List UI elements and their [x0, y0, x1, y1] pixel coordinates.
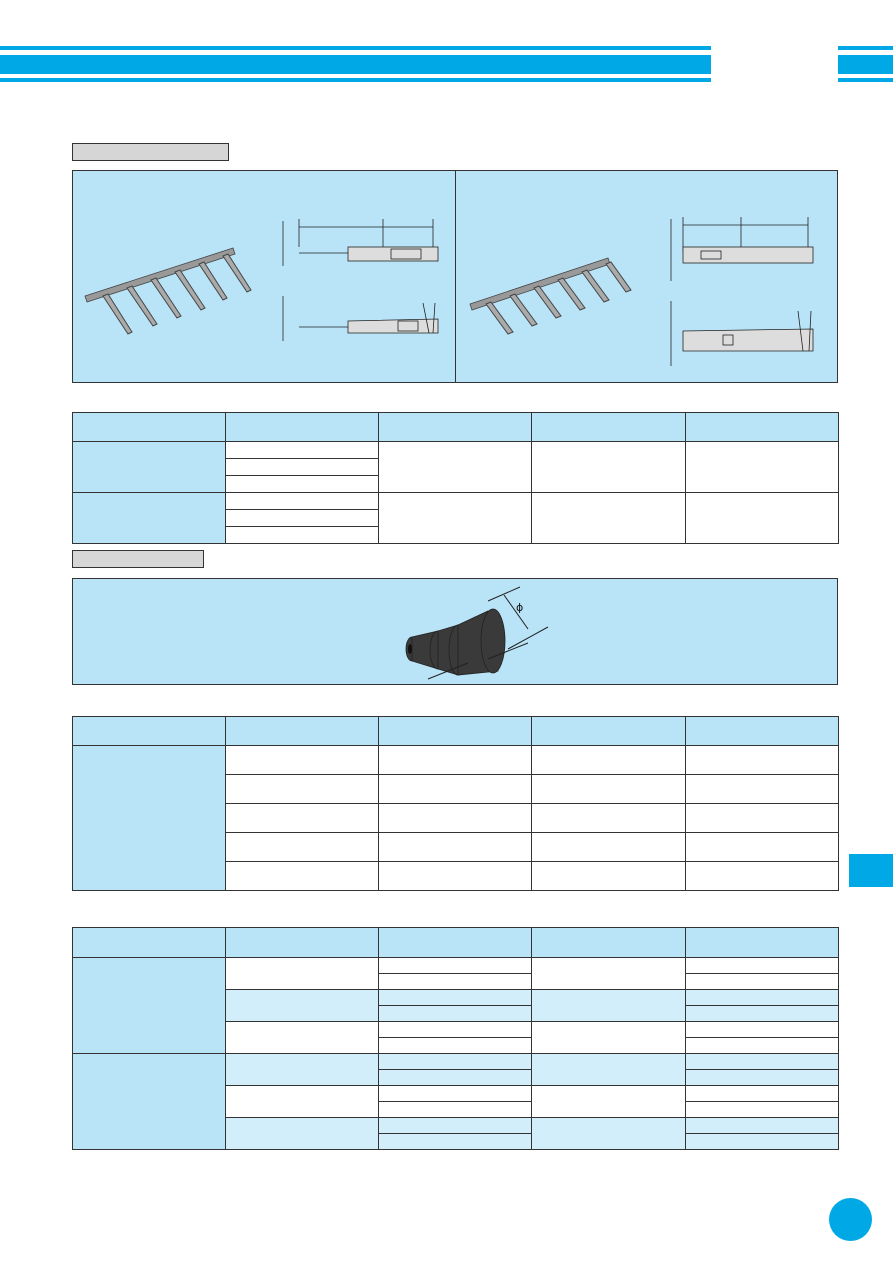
- table-header-cell: [73, 928, 226, 958]
- table-cell: [532, 775, 686, 804]
- table-cell: [226, 862, 379, 891]
- table-cell: [379, 1134, 532, 1150]
- table-cell: [686, 493, 839, 544]
- section-tab-marker: [849, 854, 893, 887]
- table-cell: [686, 862, 839, 891]
- table-cell: [686, 1070, 839, 1086]
- page-number-circle: [829, 1198, 872, 1241]
- table-header-cell: [226, 413, 379, 442]
- table-cell: [226, 476, 379, 493]
- table-cell: [532, 958, 686, 990]
- table-cell: [379, 1070, 532, 1086]
- seal-illustration-panel: [72, 578, 838, 685]
- table-cell: [532, 862, 686, 891]
- table-header-cell: [226, 717, 379, 746]
- header-stripe-bottom: [0, 78, 711, 82]
- table-cell: [226, 804, 379, 833]
- table-cell: [379, 1118, 532, 1134]
- table-cell: [379, 958, 532, 974]
- table-cell: [686, 804, 839, 833]
- terminal-strip-icon: [83, 246, 263, 346]
- table-cell: [532, 804, 686, 833]
- table-header-cell: [379, 717, 532, 746]
- table-cell: [379, 1102, 532, 1118]
- table-cell: [379, 1054, 532, 1070]
- table-cell: [226, 990, 379, 1022]
- table-header-cell: [532, 413, 686, 442]
- terminal-dimension-drawing-right: [663, 211, 833, 371]
- table-header-cell: [686, 413, 839, 442]
- table-cell: [379, 974, 532, 990]
- diameter-symbol: ϕ: [516, 601, 524, 614]
- table-header-cell: [226, 928, 379, 958]
- table-cell: [226, 746, 379, 775]
- table-cell: [379, 775, 532, 804]
- table-header-cell: [379, 928, 532, 958]
- table-header-cell: [73, 717, 226, 746]
- table-cell: [226, 833, 379, 862]
- table-cell: [532, 1022, 686, 1054]
- table-cell: [686, 1134, 839, 1150]
- table-header-cell: [532, 928, 686, 958]
- table-cell: [532, 746, 686, 775]
- table-cell: [379, 746, 532, 775]
- table-cell: [226, 510, 379, 527]
- table-header-cell: [686, 928, 839, 958]
- table-cell: [379, 833, 532, 862]
- section-label-terminals: [72, 143, 229, 161]
- table-cell: [686, 990, 839, 1006]
- table-cell: [226, 1118, 379, 1150]
- table-cell: [532, 1086, 686, 1118]
- table-cell: [379, 493, 532, 544]
- table-header-cell: [73, 413, 226, 442]
- table-cell: [379, 442, 532, 493]
- header-stripe-right-main: [838, 55, 893, 74]
- table-cell: [379, 804, 532, 833]
- table-cell: [686, 833, 839, 862]
- section-label-seals: [72, 550, 204, 568]
- table-cell: [686, 442, 839, 493]
- table-cell: [226, 775, 379, 804]
- header-stripe-top: [0, 46, 711, 50]
- table-cell: [686, 775, 839, 804]
- table-header-cell: [686, 717, 839, 746]
- seal-spec-table: [72, 716, 839, 891]
- table-row-group-label: [73, 958, 226, 1054]
- table-cell: [379, 1038, 532, 1054]
- table-cell: [379, 990, 532, 1006]
- table-row-group-label: [73, 746, 226, 891]
- table-cell: [532, 1118, 686, 1150]
- table-cell: [686, 1054, 839, 1070]
- table-cell: [226, 1054, 379, 1086]
- header-stripe-main: [0, 55, 711, 74]
- table-cell: [686, 1102, 839, 1118]
- table-cell: [686, 1006, 839, 1022]
- applicator-spec-table: [72, 927, 839, 1150]
- wire-seal-icon: [398, 579, 558, 689]
- table-cell: [226, 459, 379, 476]
- table-cell: [686, 1086, 839, 1102]
- table-cell: [226, 527, 379, 544]
- panel-divider: [455, 171, 456, 382]
- table-cell: [532, 833, 686, 862]
- table-cell: [226, 1022, 379, 1054]
- header-stripe-right-bottom: [838, 78, 893, 82]
- terminal-dimension-drawing-left: [273, 211, 448, 346]
- table-cell: [686, 1022, 839, 1038]
- table-cell: [532, 990, 686, 1022]
- terminal-illustration-panel: [72, 170, 838, 383]
- table-cell: [686, 958, 839, 974]
- header-stripe-right-top: [838, 46, 893, 50]
- table-cell: [686, 974, 839, 990]
- table-cell: [686, 1118, 839, 1134]
- terminal-strip-icon-right: [468, 256, 638, 356]
- table-header-cell: [532, 717, 686, 746]
- table-row-group-label: [73, 493, 226, 544]
- table-cell: [686, 746, 839, 775]
- table-row-group-label: [73, 442, 226, 493]
- table-cell: [226, 958, 379, 990]
- table-cell: [379, 1006, 532, 1022]
- table-cell: [686, 1038, 839, 1054]
- table-cell: [379, 1086, 532, 1102]
- table-cell: [379, 862, 532, 891]
- table-cell: [379, 1022, 532, 1038]
- table-row-group-label: [73, 1054, 226, 1150]
- table-cell: [226, 442, 379, 459]
- table-header-cell: [379, 413, 532, 442]
- terminal-spec-table: [72, 412, 839, 544]
- table-cell: [226, 493, 379, 510]
- table-cell: [532, 1054, 686, 1086]
- table-cell: [532, 442, 686, 493]
- table-cell: [226, 1086, 379, 1118]
- table-cell: [532, 493, 686, 544]
